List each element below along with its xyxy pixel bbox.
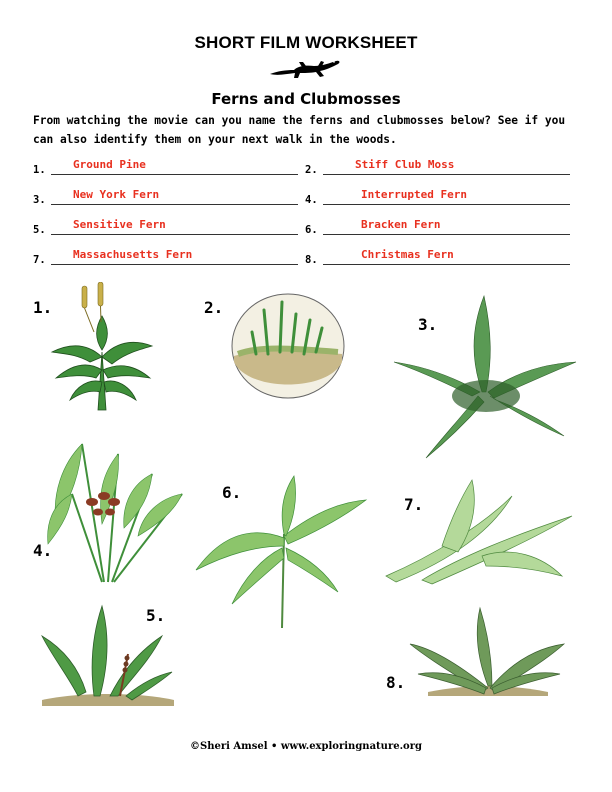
answer-line bbox=[51, 264, 298, 265]
illustration-label-1: 1. bbox=[33, 298, 53, 317]
answer-number: 8. bbox=[305, 254, 318, 266]
sensitive-fern-illustration bbox=[38, 596, 176, 706]
answer-number: 6. bbox=[305, 224, 318, 236]
answer-text[interactable]: Massachusetts Fern bbox=[73, 248, 193, 261]
answer-line bbox=[51, 204, 298, 205]
answer-text[interactable]: Stiff Club Moss bbox=[355, 158, 455, 171]
illustration-label-2: 2. bbox=[204, 298, 224, 317]
answer-row-6 bbox=[305, 218, 570, 238]
interrupted-fern-illustration bbox=[42, 424, 190, 584]
answer-row-1 bbox=[33, 158, 298, 178]
illustration-label-8: 8. bbox=[386, 673, 406, 692]
illustration-label-3: 3. bbox=[418, 315, 438, 334]
answer-text[interactable]: New York Fern bbox=[73, 188, 160, 201]
answer-line bbox=[323, 264, 570, 265]
instructions-text: From watching the movie can you name the ferns and clubmosses below? See if you can also identify them on your next walk in the woods. bbox=[33, 114, 566, 146]
illustration-label-7: 7. bbox=[404, 495, 424, 514]
answer-row-5 bbox=[33, 218, 298, 238]
answer-row-7 bbox=[33, 248, 298, 268]
answer-number: 4. bbox=[305, 194, 318, 206]
illustration-label-5: 5. bbox=[146, 606, 166, 625]
answer-text[interactable]: Sensitive Fern bbox=[73, 218, 166, 231]
answer-row-3 bbox=[33, 188, 298, 208]
bracken-fern-illustration bbox=[192, 474, 368, 630]
answer-line bbox=[323, 234, 570, 235]
illustration-label-6: 6. bbox=[222, 483, 242, 502]
answer-line bbox=[51, 234, 298, 235]
answer-number: 5. bbox=[33, 224, 46, 236]
ground-pine-illustration bbox=[46, 282, 156, 412]
stiff-club-moss-illustration bbox=[230, 292, 346, 400]
answer-number: 3. bbox=[33, 194, 46, 206]
answer-text[interactable]: Bracken Fern bbox=[361, 218, 441, 231]
answer-text[interactable]: Christmas Fern bbox=[361, 248, 454, 261]
answer-number: 2. bbox=[305, 164, 318, 176]
copyright-footer: ©Sheri Amsel • www.exploringnature.org bbox=[190, 741, 422, 752]
answer-row-8 bbox=[305, 248, 570, 268]
massachusetts-fern-illustration bbox=[382, 476, 576, 588]
salamander-logo-icon bbox=[268, 56, 342, 82]
answer-line bbox=[51, 174, 298, 175]
answer-row-2 bbox=[305, 158, 570, 178]
answer-text[interactable]: Interrupted Fern bbox=[361, 188, 467, 201]
answer-line bbox=[323, 174, 570, 175]
answer-row-4 bbox=[305, 188, 570, 208]
answer-line bbox=[323, 204, 570, 205]
worksheet-subtitle: Ferns and Clubmosses bbox=[211, 90, 401, 108]
answer-number: 1. bbox=[33, 164, 46, 176]
worksheet-title: SHORT FILM WORKSHEET bbox=[194, 33, 418, 52]
new-york-fern-illustration bbox=[392, 292, 578, 462]
illustration-label-4: 4. bbox=[33, 541, 53, 560]
christmas-fern-illustration bbox=[408, 604, 566, 696]
answer-number: 7. bbox=[33, 254, 46, 266]
answer-text[interactable]: Ground Pine bbox=[73, 158, 146, 171]
